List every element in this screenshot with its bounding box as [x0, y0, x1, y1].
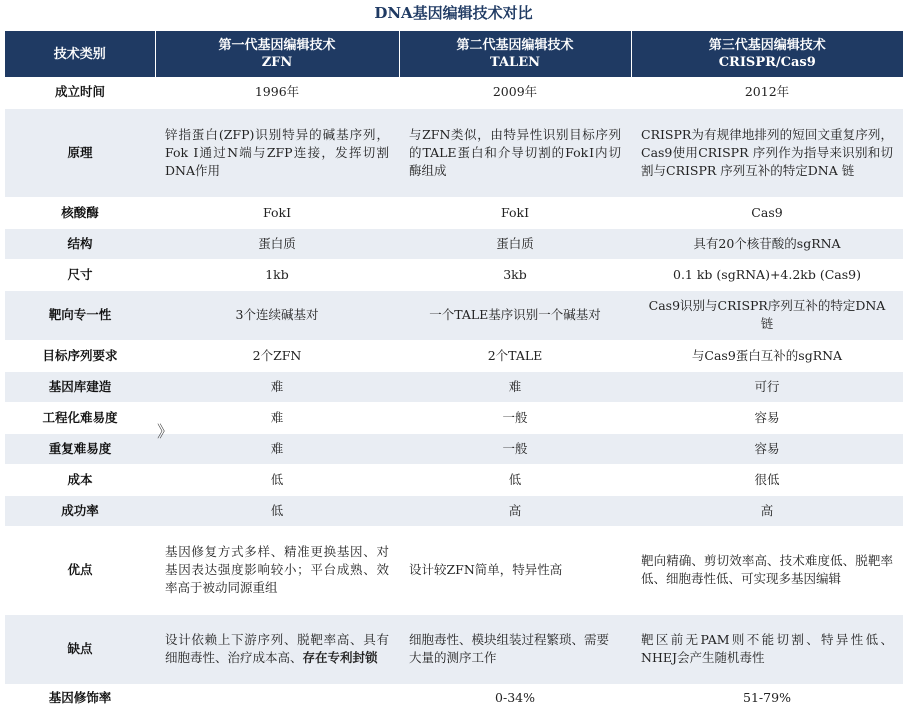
table-row: [5, 77, 903, 108]
table-row: [5, 108, 903, 197]
cell-talen: 一般: [399, 433, 631, 464]
row-label: 基因修饰率: [5, 684, 155, 711]
cell-crispr: CRISPR为有规律地排列的短回文重复序列，Cas9使用CRISPR 序列作为指导来识别和切割与CRISPR 序列互补的特定DNA 链: [631, 108, 903, 197]
row-label: 成本: [5, 464, 155, 495]
cell-zfn: 1kb: [155, 259, 399, 290]
row-label: 目标序列要求: [5, 340, 155, 371]
header-zfn: [155, 31, 399, 77]
table-row: [5, 259, 903, 290]
table-row: [5, 614, 903, 684]
table-row: [5, 433, 903, 464]
cell-zfn-bold: 存在专利封锁: [302, 650, 378, 665]
cell-zfn: [155, 614, 399, 684]
header-crispr-gen: 第三代基因编辑技术: [708, 38, 826, 53]
cell-crispr: 2012年: [631, 77, 903, 108]
table-row: [5, 684, 903, 711]
header-crispr: [631, 31, 903, 77]
cell-zfn: FokⅠ: [155, 197, 399, 228]
cell-talen: 高: [399, 495, 631, 526]
table-row: [5, 402, 903, 433]
row-label: 靶向专一性: [5, 290, 155, 340]
page-title: DNA基因编辑技术对比: [374, 4, 533, 22]
row-label: 结构: [5, 228, 155, 259]
cell-crispr: 0.1 kb (sgRNA)+4.2kb (Cas9): [631, 259, 903, 290]
cell-zfn: 蛋白质: [155, 228, 399, 259]
header-crispr-name: CRISPR/Cas9: [718, 55, 816, 70]
cell-talen: FokⅠ: [399, 197, 631, 228]
cell-zfn: 2个ZFN: [155, 340, 399, 371]
cell-zfn: 低: [155, 495, 399, 526]
header-category: 技术类别: [5, 31, 155, 77]
cell-talen: 难: [399, 371, 631, 402]
cell-talen: 设计较ZFN简单，特异性高: [399, 526, 631, 614]
table-row: [5, 340, 903, 371]
cell-talen: 3kb: [399, 259, 631, 290]
table-row: [5, 526, 903, 614]
cell-zfn: 低: [155, 464, 399, 495]
cell-crispr: Cas9: [631, 197, 903, 228]
cell-talen: 2009年: [399, 77, 631, 108]
cell-zfn-text: 设计依赖上下游序列、脱靶率高、具有细胞毒性、治疗成本高、: [165, 632, 389, 665]
cell-zfn: 难: [155, 371, 399, 402]
row-label: 工程化难易度: [5, 402, 155, 433]
cell-crispr: 51-79%: [631, 684, 903, 711]
header-talen: [399, 31, 631, 77]
header-zfn-name: ZFN: [261, 55, 293, 70]
comparison-table: [5, 31, 903, 712]
cell-talen: 一个TALE基序识别一个碱基对: [399, 290, 631, 340]
row-label: 核酸酶: [5, 197, 155, 228]
cell-zfn: [155, 684, 399, 711]
table-row: [5, 290, 903, 340]
cell-talen: 低: [399, 464, 631, 495]
cell-crispr: 高: [631, 495, 903, 526]
table-row: [5, 371, 903, 402]
cell-crispr: 容易: [631, 402, 903, 433]
row-label: 基因库建造: [5, 371, 155, 402]
cell-zfn: 锌指蛋白(ZFP)识别特异的碱基序列，Fok I通过N端与ZFP连接，发挥切割DNA作用: [155, 108, 399, 197]
table-row: [5, 197, 903, 228]
table-row: [5, 228, 903, 259]
double-chevron-icon: 》: [157, 422, 174, 441]
header-talen-name: TALEN: [490, 55, 540, 70]
cell-zfn: 难: [155, 433, 399, 464]
cell-crispr: 靶区前无PAM则不能切割、特异性低、NHEJ会产生随机毒性: [631, 614, 903, 684]
cell-talen: 与ZFN类似，由特异性识别目标序列的TALE蛋白和介导切割的FokⅠ内切酶组成: [399, 108, 631, 197]
row-label: 重复难易度: [5, 433, 155, 464]
row-label: 缺点: [5, 614, 155, 684]
table-row: [5, 495, 903, 526]
row-label: 原理: [5, 108, 155, 197]
header-talen-gen: 第二代基因编辑技术: [456, 38, 574, 53]
cell-crispr: 具有20个核苷酸的sgRNA: [631, 228, 903, 259]
row-label: 成立时间: [5, 77, 155, 108]
cell-zfn: 难: [155, 402, 399, 433]
cell-crispr: 与Cas9蛋白互补的sgRNA: [631, 340, 903, 371]
row-label: 成功率: [5, 495, 155, 526]
cell-crispr: 靶向精确、剪切效率高、技术难度低、脱靶率低、细胞毒性低、可实现多基因编辑: [631, 526, 903, 614]
cell-zfn: 1996年: [155, 77, 399, 108]
cell-zfn: 基因修复方式多样、精准更换基因、对基因表达强度影响较小；平台成熟、效率高于被动同源重组: [155, 526, 399, 614]
row-label: 优点: [5, 526, 155, 614]
row-label: 尺寸: [5, 259, 155, 290]
table-row: [5, 464, 903, 495]
cell-zfn: 3个连续碱基对: [155, 290, 399, 340]
cell-talen: 细胞毒性、模块组装过程繁琐、需要大量的测序工作: [399, 614, 631, 684]
header-zfn-gen: 第一代基因编辑技术: [218, 38, 336, 53]
cell-talen: 2个TALE: [399, 340, 631, 371]
cell-crispr: 可行: [631, 371, 903, 402]
header-row: [5, 31, 903, 77]
cell-talen: 蛋白质: [399, 228, 631, 259]
cell-talen: 一般: [399, 402, 631, 433]
cell-crispr: 很低: [631, 464, 903, 495]
cell-crispr: 容易: [631, 433, 903, 464]
cell-talen: 0-34%: [399, 684, 631, 711]
cell-crispr: Cas9识别与CRISPR序列互补的特定DNA 链: [631, 290, 903, 340]
